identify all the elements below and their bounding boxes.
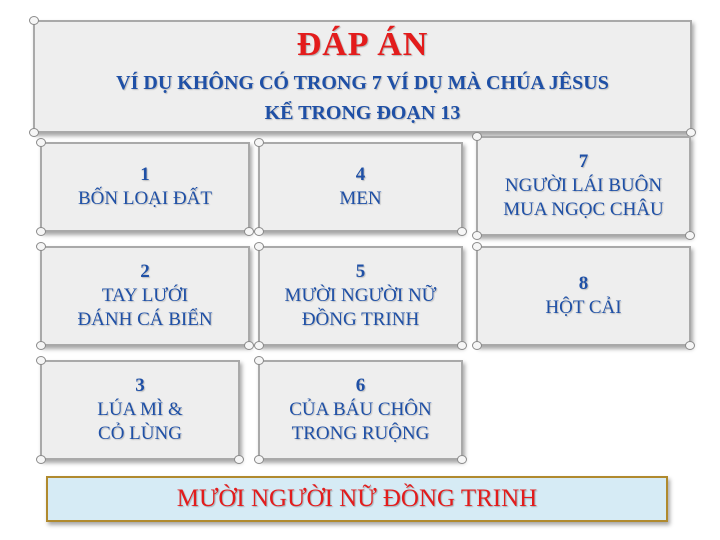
scroll-curl: [472, 132, 482, 141]
scroll-curl: [472, 231, 482, 240]
card-6[interactable]: [258, 360, 463, 460]
answer-box: MƯỜI NGƯỜI NỮ ĐỒNG TRINH: [46, 476, 668, 522]
scroll-curl: [254, 455, 264, 464]
scroll-curl: [36, 356, 46, 365]
scroll-curl: [244, 341, 254, 350]
scroll-curl: [254, 341, 264, 350]
card-5[interactable]: [258, 246, 463, 346]
scroll-curl: [36, 242, 46, 251]
scroll-curl: [36, 138, 46, 147]
card-text: BỐN LOẠI ĐẤT: [77, 188, 213, 209]
scroll-curl: [254, 242, 264, 251]
scroll-curl: [457, 455, 467, 464]
card-number: 5: [355, 261, 366, 282]
scroll-curl: [685, 341, 695, 350]
card-number: 2: [140, 261, 150, 282]
card-number: 4: [355, 164, 366, 185]
card-text: CỦA BÁU CHÔN: [289, 399, 432, 420]
card-number: 6: [355, 375, 366, 396]
scroll-curl: [254, 356, 264, 365]
card-text: MƯỜI NGƯỜI NỮ: [284, 285, 437, 306]
scroll-curl: [457, 341, 467, 350]
card-1[interactable]: [40, 142, 250, 232]
card-4[interactable]: [258, 142, 463, 232]
question-line-2: KỂ TRONG ĐOẠN 13: [264, 102, 461, 124]
card-text: MEN: [339, 188, 382, 209]
question-line-1: VÍ DỤ KHÔNG CÓ TRONG 7 VÍ DỤ MÀ CHÚA JÊSUS: [116, 72, 609, 94]
scroll-curl: [234, 455, 244, 464]
scroll-curl: [254, 138, 264, 147]
page-title: ĐÁP ÁN: [296, 26, 429, 63]
scroll-curl: [244, 227, 254, 236]
card-7[interactable]: [476, 136, 691, 236]
card-text: LÚA MÌ &: [97, 399, 183, 420]
scroll-curl: [457, 227, 467, 236]
card-text: CỎ LÙNG: [98, 423, 182, 444]
scroll-curl: [36, 227, 46, 236]
card-number: 1: [140, 164, 150, 185]
card-number: 7: [578, 151, 589, 172]
title-banner: [33, 20, 692, 133]
scroll-curl: [29, 16, 39, 25]
scroll-curl: [685, 231, 695, 240]
scroll-curl: [472, 242, 482, 251]
card-3[interactable]: [40, 360, 240, 460]
scroll-curl: [29, 128, 39, 137]
question-text: [35, 68, 690, 128]
card-text: ĐÁNH CÁ BIỂN: [77, 309, 213, 330]
scroll-curl: [254, 227, 264, 236]
card-text: NGƯỜI LÁI BUÔN: [504, 175, 663, 196]
card-text: TRONG RUỘNG: [291, 423, 430, 444]
card-text: HỘT CẢI: [545, 297, 622, 318]
card-8[interactable]: [476, 246, 691, 346]
card-number: 3: [135, 375, 145, 396]
card-text: ĐỒNG TRINH: [301, 309, 420, 330]
card-2[interactable]: [40, 246, 250, 346]
card-number: 8: [578, 273, 589, 294]
card-text: TAY LƯỚI: [101, 285, 189, 306]
scroll-curl: [36, 341, 46, 350]
card-text: MUA NGỌC CHÂU: [503, 199, 664, 220]
scroll-curl: [36, 455, 46, 464]
scroll-curl: [472, 341, 482, 350]
